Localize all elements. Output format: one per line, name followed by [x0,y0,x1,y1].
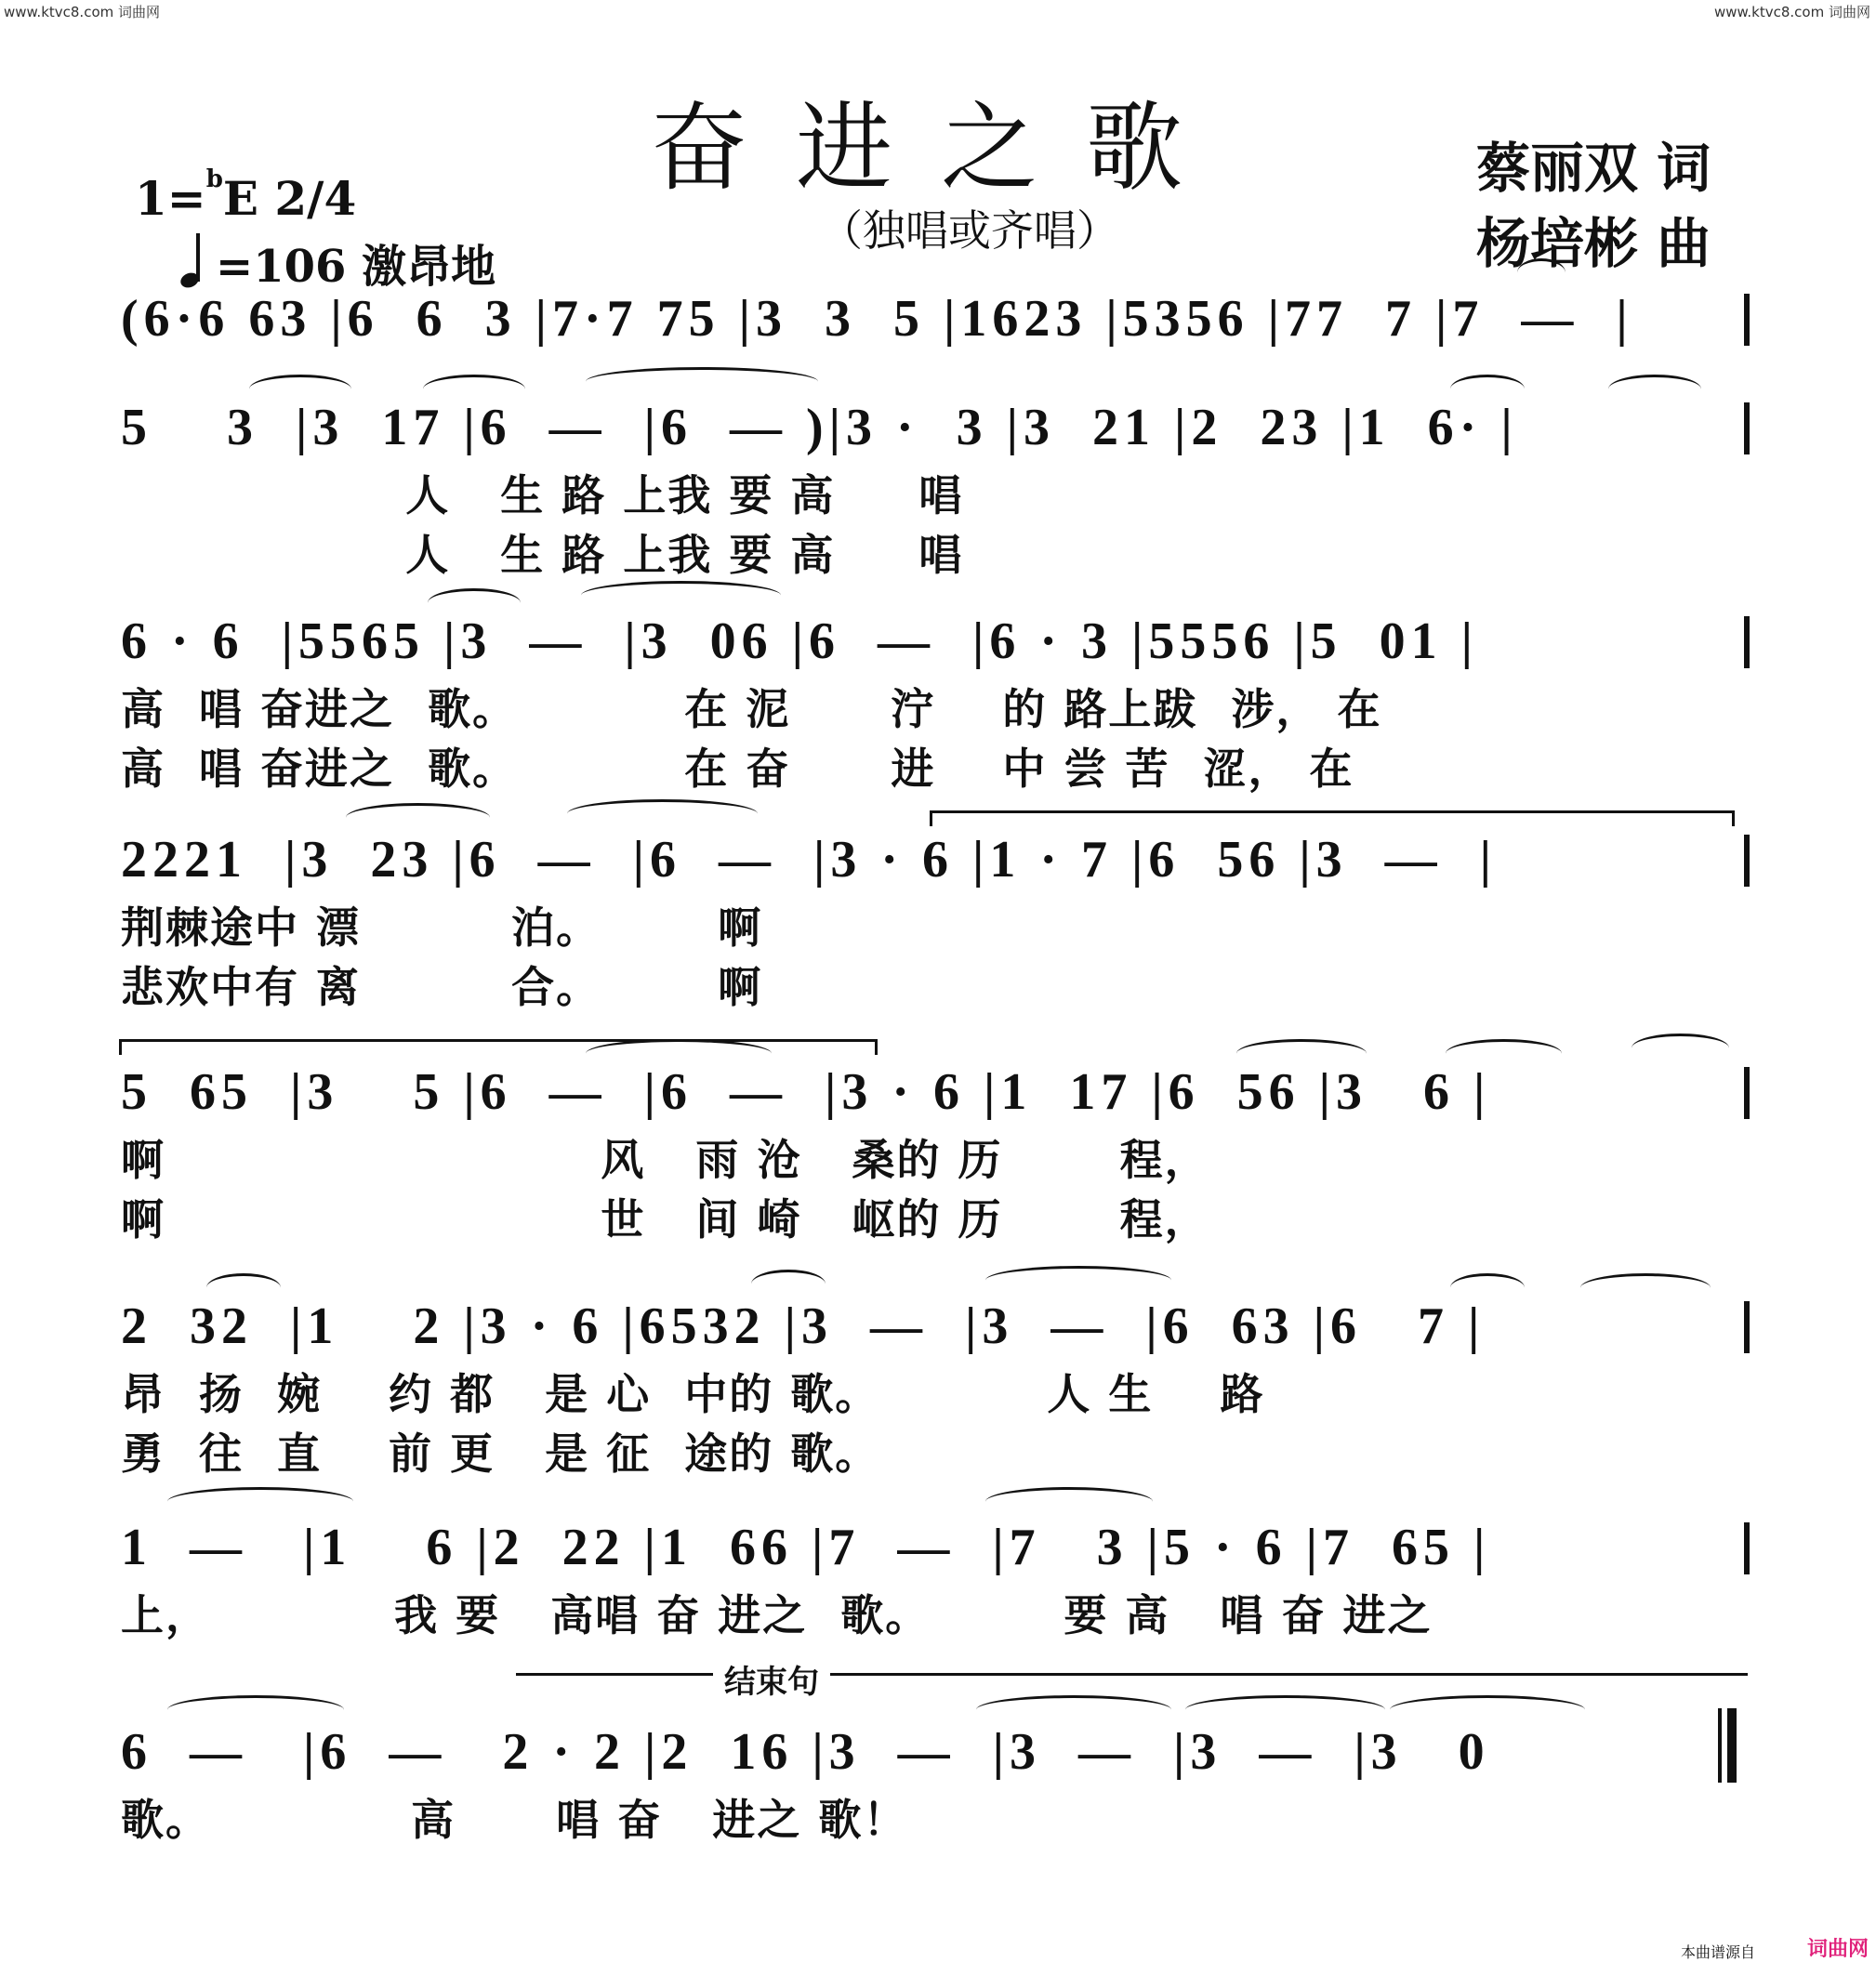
tempo-marking [178,230,495,295]
lyric-verse-1: 荆棘途中 漂 泊。 啊 [121,902,763,953]
barline [1744,402,1750,454]
key-rest: E 2/4 [222,171,357,226]
slur [985,1487,1153,1516]
barline [1744,1301,1750,1353]
lyric-verse-2: 人 生 路 上我 要 高 唱 [121,530,964,580]
key-prefix: 1= [135,171,206,226]
notation-line: 5 3 |3 17 |6 — |6 — )|3 · 3 |3 21 |2 23 |1 6· | [121,399,1518,456]
slur [428,588,521,617]
barline [1744,616,1750,668]
slur [1185,1695,1385,1724]
notation-line: 2 32 |1 2 |3 · 6 |6532 |3 — |3 — |6 63 |6 7 | [121,1297,1486,1355]
flat-sign: b [205,165,223,193]
lyric-verse-1: 啊 风 雨 沧 桑的 历 程， [121,1135,1209,1185]
lyric-verse-2: 悲欢中有 离 合。 啊 [121,962,763,1012]
song-title: 奋进之歌 [651,91,1232,204]
lyric-verse-1: 人 生 路 上我 要 高 唱 [121,470,964,520]
final-barline-thick [1727,1708,1737,1783]
lyricist-credit: 蔡丽双 词 [1476,137,1711,200]
slur [346,803,490,832]
tempo-text: =106 激昂地 [216,241,496,293]
ending-label: 结束句 [713,1656,830,1702]
watermark-right: www.ktvc8.com 词曲网 [1713,4,1870,20]
slur [1450,1273,1525,1302]
slur [1608,375,1701,403]
slur [1450,375,1525,403]
ending-line [516,1673,1748,1676]
slur [567,799,758,828]
slur [586,1039,772,1068]
lyric-verse-2: 勇 往 直 前 更 是 征 途的 歌。 [121,1429,880,1479]
key-signature [135,165,356,226]
composer-credit: 杨培彬 曲 [1476,212,1711,275]
slur [581,581,781,610]
lyric-verse-2: 高 唱 奋进之 歌。 在 奋 进 中 尝 苦 涩， 在 [121,744,1354,794]
slur [1390,1695,1585,1724]
phrase-bracket [930,810,1735,826]
slur [976,1695,1171,1724]
lyric-verse-1: 歌。 高 唱 奋 进之 歌！ [121,1795,908,1845]
notation-line: 2221 |3 23 |6 — |6 — |3 · 6 |1 · 7 |6 56 |3 — | [121,831,1498,889]
slur [985,1266,1171,1295]
subtitle: （独唱或齐唱） [820,205,1119,256]
ending-phrase-marker [516,1656,1748,1701]
slur [167,1695,344,1724]
barline [1744,1522,1750,1574]
quarter-note-icon [178,233,206,287]
footer-site-logo: 词曲网 [1807,1938,1869,1961]
slur [1236,1039,1367,1068]
slur [423,375,525,403]
slur [167,1487,353,1516]
barline [1744,835,1750,887]
slur [1632,1034,1729,1062]
slur [1446,1039,1562,1068]
notation-line: 5 65 |3 5 |6 — |6 — |3 · 6 |1 17 |6 56 |3 6 | [121,1063,1491,1121]
final-barline [1718,1708,1738,1783]
slur [249,375,351,403]
lyric-verse-1: 上， 我 要 高唱 奋 进之 歌。 要 高 唱 奋 进之 [121,1590,1433,1640]
slur [206,1273,281,1302]
barline [1744,1067,1750,1119]
watermark-left: www.ktvc8.com 词曲网 [4,4,161,20]
slur [586,367,818,396]
lyric-verse-1: 高 唱 奋进之 歌。 在 泥 泞 的 路上跋 涉， 在 [121,684,1382,734]
slur [1517,258,1566,287]
footer-source: 本曲谱源自 [1681,1943,1756,1961]
lyric-verse-1: 昂 扬 婉 约 都 是 心 中的 歌。 人 生 路 [121,1369,1265,1419]
barline [1744,294,1750,346]
notation-line: (6·6 63 |6 6 3 |7·7 75 |3 3 5 |1623 |5356 |77 7 |7 — | [121,290,1633,348]
notation-line: 6 · 6 |5565 |3 — |3 06 |6 — |6 · 3 |5556 |5 01 | [121,612,1479,670]
lyric-verse-2: 啊 世 间 崎 岖的 历 程， [121,1194,1209,1244]
notation-line: 1 — |1 6 |2 22 |1 66 |7 — |7 3 |5 · 6 |7 65 | [121,1519,1491,1576]
final-barline-thin [1718,1708,1722,1783]
slur [751,1270,826,1298]
slur [1580,1273,1711,1302]
notation-line: 6 — |6 — 2 · 2 |2 16 |3 — |3 — |3 — |3 0 [121,1723,1509,1781]
